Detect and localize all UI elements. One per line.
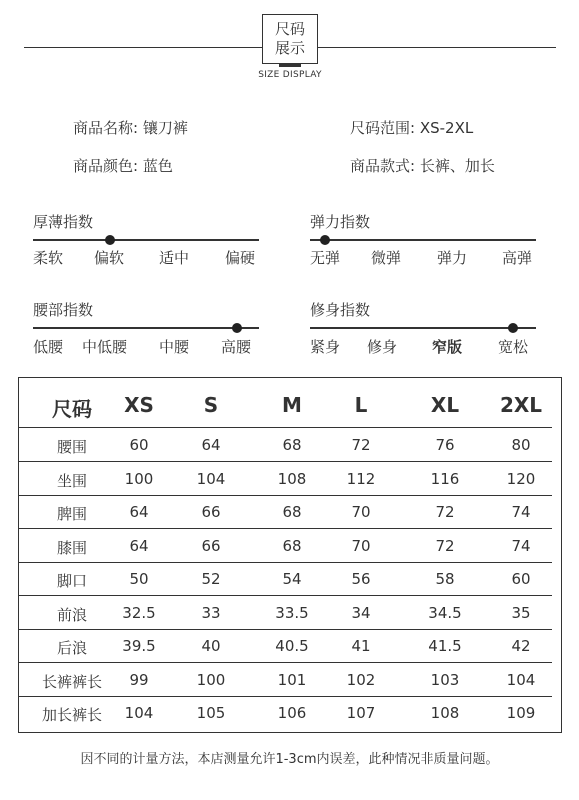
table-cell: 41.5 [428,637,462,655]
table-cell: 42 [511,637,531,655]
table-cell: 60 [129,436,149,454]
table-cell: 72 [435,503,455,521]
row-label: 加长裤长 [41,706,102,724]
table-cell: 107 [346,704,376,722]
table-cell: 76 [435,436,455,454]
fit-scale-title: 修身指数 [310,301,371,319]
fit-label-3: 窄版 [432,338,463,356]
table-cell: 104 [124,704,154,722]
table-cell: 109 [506,704,536,722]
thickness-scale-line [33,239,259,241]
title-line-1: 尺码 [274,20,305,38]
waist-scale-line [33,327,259,329]
header-cell-xs: XS [124,393,154,417]
row-label: 脚口 [56,572,87,590]
table-rule [19,629,552,630]
table-cell: 116 [430,470,460,488]
table-cell: 64 [129,503,149,521]
table-cell: 33.5 [275,604,309,622]
table-rule [19,461,552,462]
table-cell: 68 [282,537,302,555]
table-cell: 108 [277,470,307,488]
title-underline [279,64,301,67]
table-cell: 74 [511,503,531,521]
elasticity-scale-title: 弹力指数 [310,213,371,231]
row-label: 前浪 [56,606,87,624]
product-color: 商品颜色: 蓝色 [73,157,173,175]
elasticity-scale-line [310,239,536,241]
table-cell: 99 [129,671,149,689]
table-cell: 120 [506,470,536,488]
table-rule [19,696,552,697]
row-label: 坐围 [56,472,87,490]
table-cell: 101 [277,671,307,689]
elasticity-label-4: 高弹 [502,249,533,267]
waist-label-3: 中腰 [159,338,190,356]
elasticity-label-1: 无弹 [310,249,341,267]
fit-scale-marker [508,323,518,333]
table-cell: 35 [511,604,531,622]
elasticity-scale-marker [320,235,330,245]
table-cell: 68 [282,503,302,521]
row-label: 后浪 [56,639,87,657]
table-rule [19,562,552,563]
page-subtitle: SIZE DISPLAY [258,70,322,80]
table-cell: 100 [196,671,226,689]
table-cell: 66 [201,537,221,555]
header-rule-right [318,47,556,48]
table-cell: 56 [351,570,371,588]
thickness-label-2: 偏软 [94,249,125,267]
title-line-2: 展示 [274,39,305,57]
waist-scale-title: 腰部指数 [33,301,94,319]
table-cell: 80 [511,436,531,454]
waist-label-4: 高腰 [221,338,252,356]
header-cell-l: L [354,393,368,417]
table-cell: 34.5 [428,604,462,622]
table-cell: 68 [282,436,302,454]
thickness-scale-title: 厚薄指数 [33,213,94,231]
table-cell: 72 [435,537,455,555]
product-style: 商品款式: 长裤、加长 [350,157,495,175]
header-cell-2xl: 2XL [499,393,543,417]
fit-scale-line [310,327,536,329]
table-cell: 33 [201,604,221,622]
table-cell: 50 [129,570,149,588]
table-rule [19,528,552,529]
table-cell: 32.5 [122,604,156,622]
table-cell: 106 [277,704,307,722]
table-cell: 108 [430,704,460,722]
table-cell: 52 [201,570,221,588]
row-label: 腰围 [56,438,87,456]
table-cell: 66 [201,503,221,521]
table-rule [19,662,552,663]
table-cell: 58 [435,570,455,588]
waist-scale-marker [232,323,242,333]
row-label: 长裤裤长 [41,673,102,691]
measurement-disclaimer: 因不同的计量方法，本店测量允许1-3cm内误差，此种情况非质量问题。 [80,752,499,767]
table-cell: 60 [511,570,531,588]
thickness-scale-marker [105,235,115,245]
table-cell: 74 [511,537,531,555]
table-cell: 34 [351,604,371,622]
thickness-label-1: 柔软 [33,249,64,267]
table-cell: 104 [196,470,226,488]
waist-label-2: 中低腰 [82,338,128,356]
header-cell-size: 尺码 [52,397,92,421]
table-cell: 40.5 [275,637,309,655]
thickness-label-3: 适中 [159,249,190,267]
table-rule [19,427,552,428]
table-cell: 70 [351,537,371,555]
table-cell: 64 [201,436,221,454]
size-range: 尺码范围: XS-2XL [350,119,474,137]
table-cell: 40 [201,637,221,655]
table-cell: 102 [346,671,376,689]
table-cell: 41 [351,637,371,655]
page-title [262,14,318,64]
table-cell: 104 [506,671,536,689]
table-cell: 54 [282,570,302,588]
fit-label-4: 宽松 [498,338,529,356]
table-cell: 70 [351,503,371,521]
table-cell: 100 [124,470,154,488]
table-rule [19,495,552,496]
table-cell: 103 [430,671,460,689]
table-cell: 72 [351,436,371,454]
elasticity-label-2: 微弹 [371,249,402,267]
table-cell: 39.5 [122,637,156,655]
fit-label-2: 修身 [367,338,398,356]
product-name: 商品名称: 镶刀裤 [73,119,188,137]
table-cell: 105 [196,704,226,722]
fit-label-1: 紧身 [310,338,341,356]
table-rule [19,595,552,596]
table-cell: 112 [346,470,376,488]
row-label: 脾围 [56,505,87,523]
row-label: 膝围 [56,539,87,557]
thickness-label-4: 偏硬 [225,249,256,267]
header-cell-xl: XL [430,393,460,417]
header-rule-left [24,47,262,48]
header-cell-s: S [203,393,219,417]
elasticity-label-3: 弹力 [437,249,468,267]
waist-label-1: 低腰 [33,338,64,356]
header-cell-m: M [282,393,302,417]
table-cell: 64 [129,537,149,555]
